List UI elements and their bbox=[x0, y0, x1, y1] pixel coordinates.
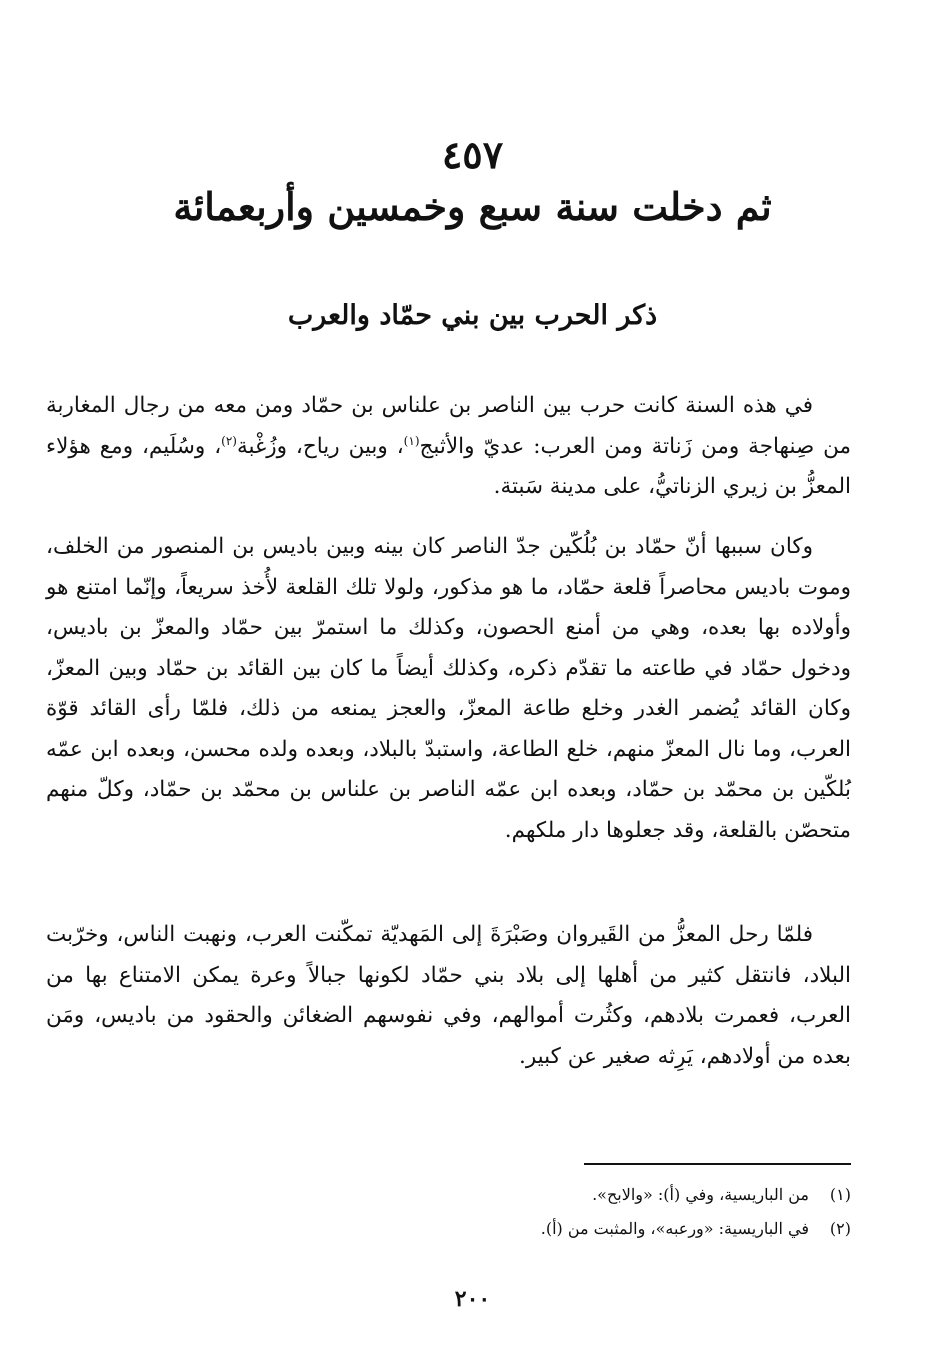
footnote-ref-1[interactable]: (١) bbox=[403, 433, 420, 448]
footnote-ref-2[interactable]: (٢) bbox=[221, 433, 237, 448]
paragraph-3-text: فلمّا رحل المعزُّ من القَيروان وصَبْرَةَ إلى المَهديّة تمكّنت العرب، ونهبت الناس، وخرّبت البلاد، فانتقل كثير من أهلها إلى بلاد بني حمّاد لكونها جبالاً وعرة يمكن الامتناع بها من العرب، فعمرت بلادهم، وكثُرت أموالهم، وفي نفوسهم الضغائن والحقود من باديس، ومَن بعده من أولادهم، يَرِثه صغير عن كبير. bbox=[46, 922, 851, 1069]
footnote-2-number: (٢) bbox=[829, 1219, 851, 1238]
footnote-1-number: (١) bbox=[829, 1185, 851, 1204]
paragraph-3 bbox=[46, 915, 851, 1077]
footnote-1 bbox=[300, 1183, 851, 1207]
main-title: ثم دخلت سنة سبع وخمسين وأربعمائة bbox=[173, 184, 772, 229]
section-title: ذكر الحرب بين بني حمّاد والعرب bbox=[287, 300, 658, 331]
footnote-2-text: في الباريسية: «ورعبه»، والمثبت من (أ). bbox=[540, 1219, 809, 1238]
footnote-1-text: من الباريسية، وفي (أ): «والابح». bbox=[592, 1185, 809, 1204]
footnote-2 bbox=[300, 1217, 851, 1241]
paragraph-1-text-c: ، وسُلَيم، ومع هؤلاء المعزُّ بن زيري الزناتيُّ، على مدينة سَبتة. bbox=[46, 433, 851, 499]
paragraph-1-text-b: ، وبين رياح، وزُغْبة bbox=[236, 433, 404, 459]
paragraph-2-text: وكان سببها أنّ حمّاد بن بُلُكّين جدّ الناصر كان بينه وبين باديس بن المنصور من الخلف، وموت باديس محاصراً قلعة حمّاد، ما هو مذكور، ولولا تلك القلعة لأُخذ سريعاً، وإنّما امتنع هو وأولاده بها بعده، وهي من أمنع الحصون، وكذلك ما استمرّ بين حمّاد والمعزّ بن باديس، ودخول حمّاد في طاعته ما تقدّم ذكره، وكذلك أيضاً ما كان بين القائد بن حمّاد وبين المعزّ، وكان القائد يُضمر الغدر وخلع طاعة المعزّ، والعجز يمنعه من ذلك، فلمّا رأى القائد قوّة العرب، وما نال المعزّ منهم، خلع الطاعة، واستبدّ بالبلاد، وبعده ولده محسن، وبعده ابن عمّه بُلكّين بن محمّد بن حمّاد، وبعده ابن عمّه الناصر بن علناس بن محمّد بن حمّاد، وكلّ منهم متحصّن بالقلعة، وقد جعلوها دار ملكهم. bbox=[46, 534, 851, 843]
paragraph-1 bbox=[46, 386, 851, 508]
paragraph-1-text-a: في هذه السنة كانت حرب بين الناصر بن علناس بن حمّاد ومن معه من رجال المغاربة من صِنهاجة ومن زَناتة ومن العرب: عديّ والأثبج bbox=[46, 393, 852, 459]
paragraph-2 bbox=[46, 527, 851, 851]
page-number: ٢٠٠ bbox=[454, 1286, 491, 1312]
footnote-divider bbox=[584, 1163, 851, 1165]
year-number-heading: ٤٥٧ bbox=[441, 132, 504, 177]
